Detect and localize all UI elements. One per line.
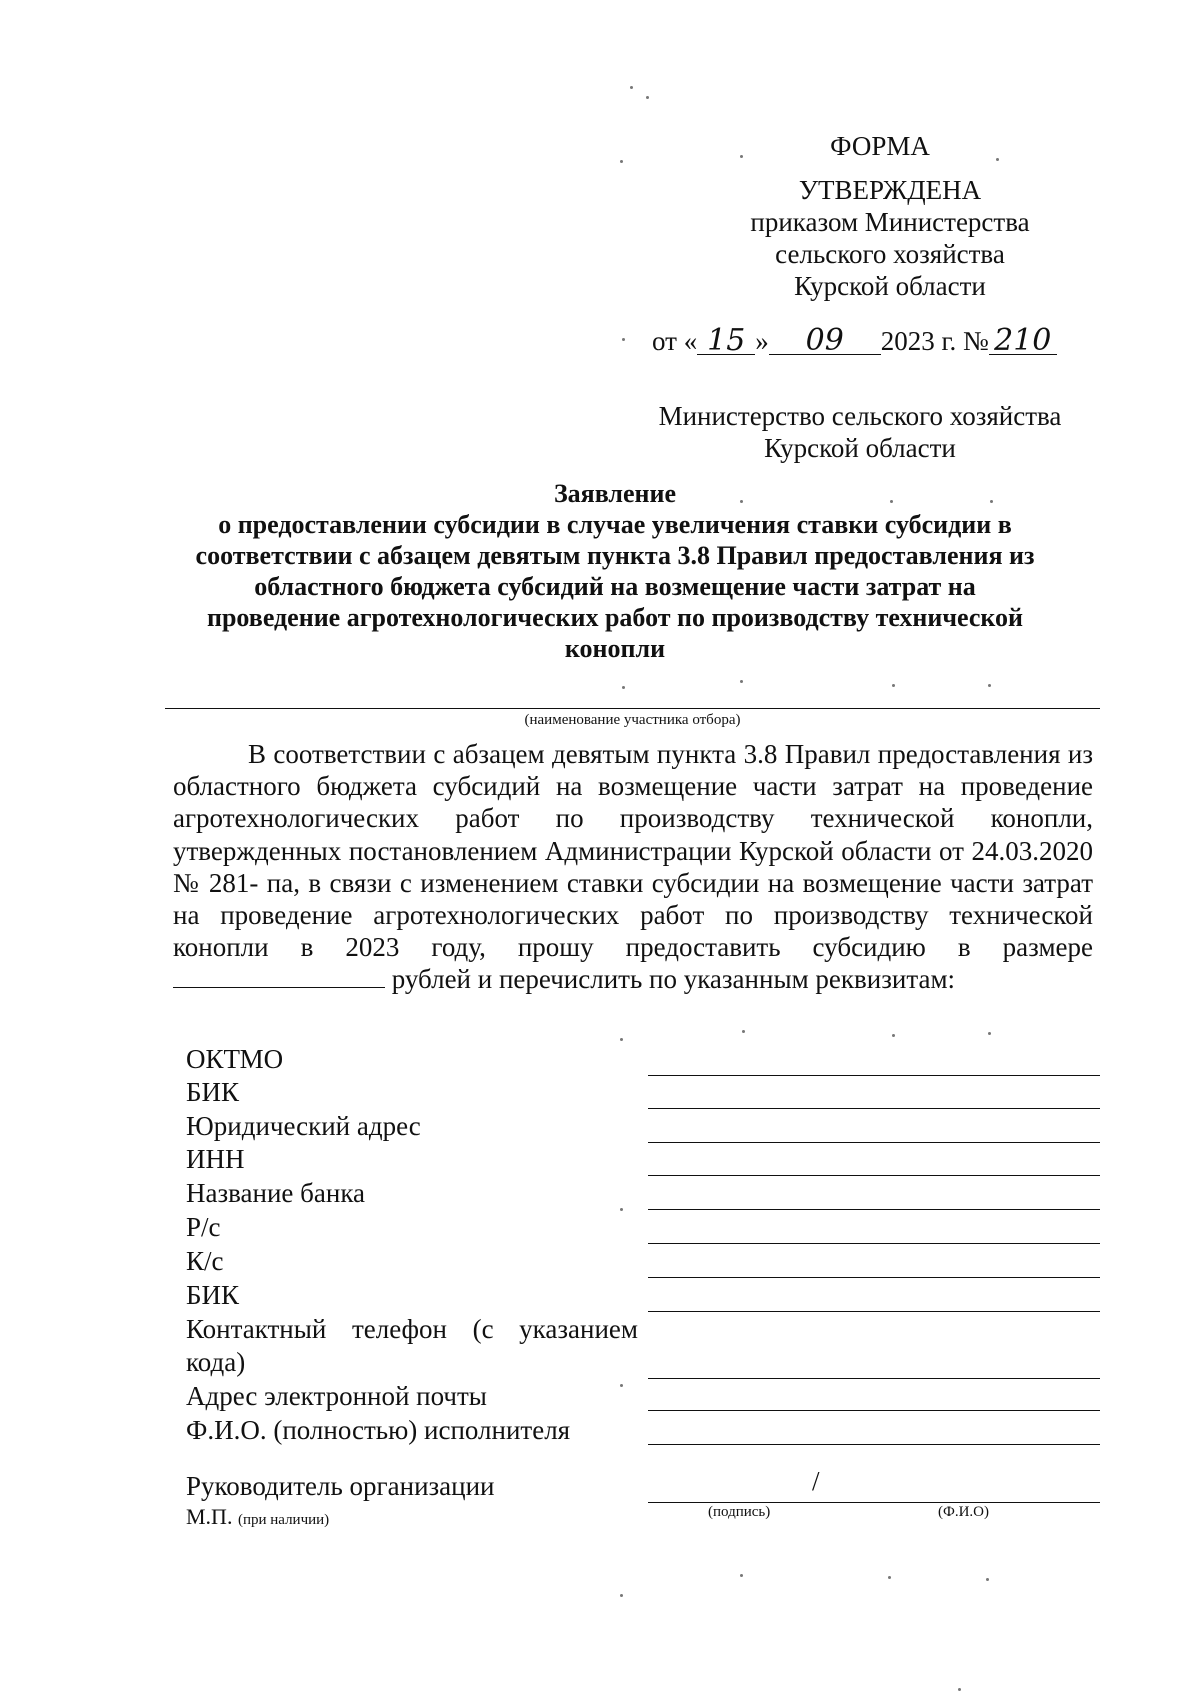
scan-speck [742,1030,745,1033]
title-line-2: соответствии с абзацем девятым пункта 3.8 Правил предоставления из [195,541,1035,570]
requisite-label-bik: БИК [186,1077,240,1107]
scan-speck [986,1578,989,1581]
signature-slash: / [812,1466,820,1496]
signature-caption: (подпись) [708,1504,771,1520]
seal-label-line [186,1504,329,1530]
scan-speck [892,684,895,687]
requisite-field-bank-name[interactable] [648,1209,1100,1210]
title-line-1: о предоставлении субсидии в случае увеличения ставки субсидии в [218,510,1012,539]
participant-name-field[interactable] [165,708,1100,709]
scan-speck [630,86,633,89]
signature-field[interactable] [648,1502,1100,1503]
scan-speck [620,1594,623,1597]
requisite-field-legal-address[interactable] [648,1142,1100,1143]
scan-speck [620,1384,623,1387]
scan-speck [888,1576,891,1579]
body-text-after-sum: рублей и перечислить по указанным реквизитам: [391,964,956,995]
order-date-line [652,325,1057,357]
order-month: 09 [769,328,881,355]
requisite-field-inn[interactable] [648,1175,1100,1176]
name-caption: (Ф.И.О) [938,1504,990,1520]
requisite-label-settlement-account: Р/с [186,1212,221,1242]
requisite-field-bik-2[interactable] [648,1311,1100,1312]
application-body [173,738,1093,996]
seal-label: М.П. [186,1504,233,1529]
requisite-label-oktmo: ОКТМО [186,1044,284,1074]
approval-line-1: приказом Министерства [750,207,1030,237]
subsidy-amount-field[interactable] [173,965,385,988]
form-label: ФОРМА [830,131,930,161]
addressee-block [640,400,1080,464]
seal-note: (при наличии) [237,1512,330,1528]
order-day: 15 [697,328,755,355]
scan-speck [620,1038,623,1041]
body-text-before-sum: В соответствии с абзацем девятым пункта 3.8 Правил предоставления из областного бюджета субсидий на возмещение части затрат на проведение агротехнологических работ по производству технической конопли, утвержденных постановлением Администрации Курской области от 24.03.2020 № 281- па, в связи с изменением ставки субсидии на возмещение части затрат на проведение агротехнологических работ по производству технической конопли в 2023 году, прошу предоставить субсидию в размере [173,739,1093,963]
scan-speck [740,680,743,683]
requisite-field-email[interactable] [648,1410,1100,1411]
scan-speck [892,1034,895,1037]
order-mid: » [755,326,769,356]
title-line-3: областного бюджета субсидий на возмещение части затрат на [254,572,976,601]
requisite-label-phone: Контактный телефон (с указанием [186,1314,638,1344]
scan-speck [740,500,743,503]
requisite-label-phone-cont: кода) [186,1347,246,1377]
approved-label: УТВЕРЖДЕНА [798,175,982,205]
order-prefix: от « [652,326,698,356]
requisite-field-bik[interactable] [648,1108,1100,1109]
approval-line-2: сельского хозяйства [775,239,1005,269]
order-number: 210 [989,328,1057,355]
requisite-field-oktmo[interactable] [648,1075,1100,1076]
requisite-label-inn: ИНН [186,1144,245,1174]
scan-speck [740,1574,743,1577]
requisite-field-settlement-account[interactable] [648,1243,1100,1244]
addressee-line-2: Курской области [764,433,956,463]
scan-speck [988,1032,991,1035]
scan-speck [988,684,991,687]
scan-speck [996,158,999,161]
requisite-label-correspondent-account: К/с [186,1246,224,1276]
scan-speck [620,160,623,163]
scan-speck [958,1688,961,1691]
requisite-label-bank-name: Название банка [186,1178,366,1208]
participant-caption: (наименование участника отбора) [524,712,741,728]
scan-speck [740,155,743,158]
order-year: 2023 г. № [880,326,989,356]
requisite-field-phone[interactable] [648,1378,1100,1379]
requisite-label-bik-2: БИК [186,1280,240,1310]
requisite-label-executor: Ф.И.О. (полностью) исполнителя [186,1415,571,1445]
scan-speck [620,1208,623,1211]
approval-block [700,130,1080,302]
addressee-line-1: Министерство сельского хозяйства [658,401,1062,431]
title-line-4: проведение агротехнологических работ по производству технической [206,603,1024,632]
requisite-field-executor[interactable] [648,1444,1100,1445]
requisite-field-correspondent-account[interactable] [648,1277,1100,1278]
scan-speck [890,500,893,503]
title-heading: Заявление [553,479,677,508]
approval-line-3: Курской области [794,271,986,301]
requisite-label-legal-address: Юридический адрес [186,1111,421,1141]
title-line-5: конопли [564,634,666,663]
scan-speck [622,338,625,341]
requisite-label-email: Адрес электронной почты [186,1381,487,1411]
scan-speck [646,96,649,99]
scan-speck [990,500,993,503]
head-of-organization-label: Руководитель организации [186,1471,495,1501]
document-title [150,478,1080,664]
scan-speck [622,686,625,689]
